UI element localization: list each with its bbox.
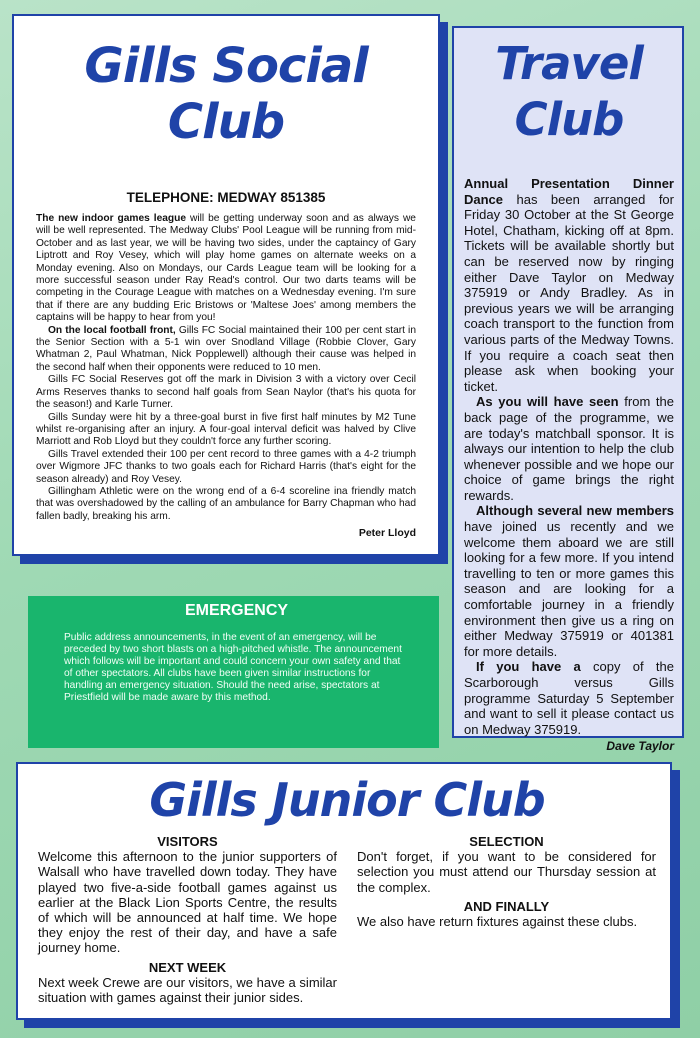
travel-para-3-text: have joined us recently and we welcome them aboard we are still looking for a few more. If you intend travelling to ten or more games this season and are looking for a comfortable journey in a friendly environment then give us a ring on either Medway 375919 or 401381 for more details. [464,519,674,659]
social-para-6: Gillingham Athletic were on the wrong end of a 6-4 scoreline ina friendly match that was overshadowed by the calling of an ambulance for Barry Chapman who had fallen badly, breaking his arm. [36,485,416,522]
travel-club-title: Travel Club [495,37,643,146]
visitors-text: Welcome this afternoon to the junior supporters of Walsall who have travelled down today. They have played two five-a-side football games against us earlier at the Black Lion Sports Centre, the results of which will be announced at half time. We hope they enjoy the rest of their day, and have a safe journey home. [38,849,337,956]
emergency-heading: EMERGENCY [184,602,289,619]
junior-club-columns [38,834,656,1009]
social-club-panel [12,14,440,556]
travel-club-panel [452,26,684,754]
travel-para-1 [464,176,674,394]
social-para-1 [36,213,416,325]
social-para-5: Gills Travel extended their 100 per cent record to three games with a 4-2 triumph over Wigmore JFC thanks to two goals each for Richard Harris (that's eight for the season already) and Roy Vesey. [36,448,416,485]
travel-para-1-lead: Annual Presentation Dinner Dance [464,176,674,207]
social-para-2-text: Gills FC Social maintained their 100 per cent start in the Senior Section with a 5-1 win over Snodland Village (Robbie Clover, Gary Whatman 2, Paul Whatman, Nick Popplewell) although their cause was helped in the second half when their opponents were reduced to 10 men. [36,324,416,373]
travel-signature: Dave Taylor [606,739,674,754]
visitors-heading: VISITORS [157,834,218,849]
social-para-2-lead: On the local football front, [48,324,176,336]
next-week-heading: NEXT WEEK [148,959,227,975]
selection-text: Don't forget, if you want to be considered for selection you must attend our Thursday session at the complex. [357,849,656,895]
emergency-panel [28,596,439,748]
telephone-line: TELEPHONE: MEDWAY 851385 [126,190,326,205]
travel-para-4-text: copy of the Scarborough versus Gills programme Saturday 5 September and want to sell it please contact us on Medway 375919. [464,659,674,737]
next-week-text: Next week Crewe are our visitors, we have a similar situation with games against their junior sides. [38,974,337,1006]
travel-para-2 [464,394,674,503]
junior-col-left [38,834,337,1009]
travel-para-3 [464,503,674,659]
travel-para-4-lead: If you have a [476,659,581,675]
finally-text: We also have return fixtures against these clubs. [357,914,638,930]
travel-para-4 [464,659,674,737]
travel-para-2-lead: As you will have seen [476,394,619,410]
social-club-body [36,213,416,523]
travel-club-body [464,176,674,737]
social-para-4: Gills Sunday were hit by a three-goal burst in five first half minutes by M2 Tune whilst re-organising after an injury. A four-goal interval deficit was halved by Clive Marriott and Rob Lloyd but they couldn't force any further scoring. [36,411,416,448]
finally-heading: AND FINALLY [463,898,550,914]
social-para-1-text: will be getting underway soon and as always we will be well represented. The Medway Clubs' Pool League will be running from mid-October and as last year, we will be having two sides, under the captaincy of Gary Liptrott and Roy Vesey, which will play home games on alternate weeks on a Monday evening. Also on Mondays, our Cards League team will be looking for a more successful season under Ray Read's control. Our two darts teams will be competing in the Courage League with matches on a Wednesday evening. I'm sure that if there are any budding Eric Bristows or 'Maltese Joes' among members the captains will be happy to hear from you! [36,213,416,324]
travel-para-3-lead: Although several new members [476,503,674,519]
social-club-title: Gills Social Club [84,38,368,150]
social-para-3: Gills FC Social Reserves got off the mark in Division 3 with a victory over Cecil Arms Reserves thanks to second half goals from Sean Naylor (that's his quota for the season!) and Karle Turner. [36,374,416,411]
selection-heading: SELECTION [469,834,544,849]
junior-col-right [357,834,656,1009]
travel-para-1-text: has been arranged for Friday 30 October at the St George Hotel, Chatham, kicking off at 8pm. Tickets will be available shortly but can be reserved now by ringing either Dave Taylor on Medway 375919 or Andy Bradley. As in previous years we will be arranging coach transport to the function from various parts of the Medway Towns. If you require a coach seat then please ask when booking your ticket. [464,191,674,394]
social-para-1-lead: The new indoor games league [36,213,187,224]
junior-club-title: Gills Junior Club [149,773,545,827]
social-para-2 [36,325,416,375]
junior-club-panel [16,762,672,1020]
social-signature: Peter Lloyd [358,527,416,540]
travel-para-2-text: from the back page of the programme, we are today's matchball sponsor. It is always our intention to help the club whenever possible and we hope our choice of game brings the right rewards. [464,394,675,503]
emergency-text: Public address announcements, in the event of an emergency, will be preceded by two short blasts on a high-pitched whistle. The announcement which follows will be important and could concern your own safety and that of other spectators. All clubs have been given similar instructions for handling an emergency situation. Should the need arise, spectators at Priestfield will be made aware by this method. [64,632,402,703]
